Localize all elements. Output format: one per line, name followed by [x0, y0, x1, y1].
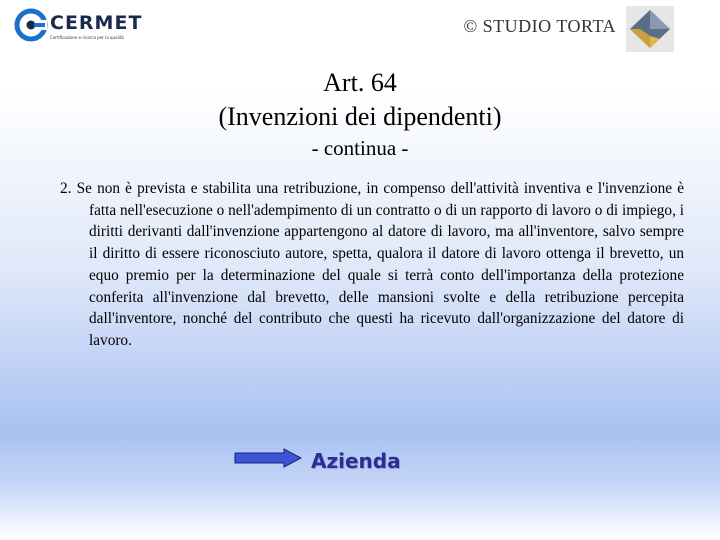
header-bar — [0, 0, 720, 52]
slide-subtitle: - continua - — [311, 136, 409, 160]
logo-wordmark: CERMET — [50, 12, 143, 34]
logo-tagline: Certificazione e ricerca per la qualità — [50, 35, 124, 40]
studio-label: © STUDIO TORTA — [463, 16, 616, 36]
cermet-logo — [14, 8, 143, 44]
article-paragraph: 2. Se non è prevista e stabilita una retribuzione, in compenso dell'attività inventiva e l'invenzione è fatta nell'esecuzione o nell'adempimento di un contratto o di un rapporto di lavoro o di impiego, i diritti derivanti dall'invenzione appartengono al datore di lavoro, ma all'inventore, salvo sempre il diritto di essere riconosciuto autore, spetta, qualora il datore di lavoro ottenga il brevetto, un equo premio per la determinazione del quale si terrà conto dell'importanza della protezione conferita all'invenzione dal brevetto, delle mansioni svolte e della retribuzione percepita dall'inventore, nonché del contributo che questi ha ricevuto dall'organizzazione del datore di lavoro. — [60, 180, 684, 349]
studio-diamond-icon — [626, 6, 674, 52]
slide-title — [0, 66, 720, 134]
title-line-1: Art. 64 — [323, 68, 397, 97]
title-line-2: (Invenzioni dei dipendenti) — [218, 102, 502, 131]
azienda-link[interactable]: Azienda — [311, 449, 401, 473]
cermet-logo-icon — [14, 8, 48, 42]
arrow-right-icon — [234, 448, 302, 468]
